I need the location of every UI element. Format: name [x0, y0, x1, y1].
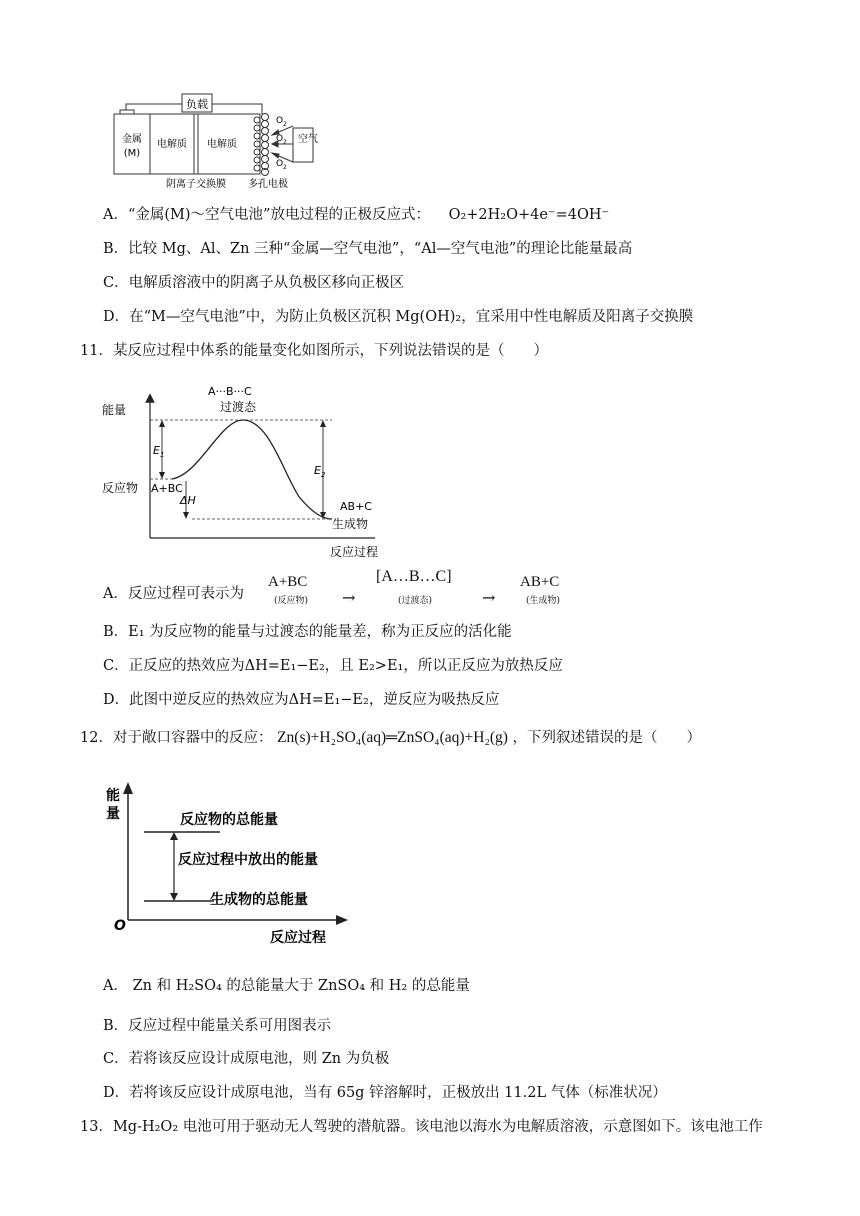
q12-stem-suffix: ，下列叙述错误的是（ ）	[512, 730, 702, 746]
delta-h-label: ΔH	[180, 494, 196, 507]
q10-option-a	[103, 203, 609, 224]
y-axis-label: 能量	[102, 403, 127, 417]
battery-diagram	[108, 80, 328, 192]
q11-eq-arrow-2: →	[482, 588, 496, 607]
e2-label	[314, 464, 326, 479]
o2-label-3: O	[276, 159, 284, 169]
o2-label-2: O	[276, 134, 284, 144]
q11-option-b: B．E₁ 为反应物的能量与过渡态的能量差，称为正反应的活化能	[103, 624, 512, 640]
q12-stem-prefix: 12．对于敞口容器中的反应：	[80, 730, 273, 746]
reactant-label: 反应物	[102, 481, 139, 495]
product-formula: AB+C	[340, 500, 372, 513]
q10-option-d: D．在“M—空气电池”中，为防止负极区沉积 Mg(OH)₂，宜采用中性电解质及阳离子交换膜	[103, 309, 694, 325]
q11-eq-reactant	[268, 574, 338, 608]
q11-eq-product-formula: AB+C	[520, 574, 560, 590]
q10-option-b: B．比较 Mg、Al、Zn 三种“金属—空气电池”，“Al—空气电池”的理论比能量最高	[103, 241, 633, 257]
q11-eq-product-label: (生成物)	[526, 596, 561, 606]
e1-letter: E	[153, 444, 160, 457]
air-label-text: 空气	[298, 134, 318, 145]
o2-sub-1: 2	[283, 121, 287, 128]
e1-label	[153, 444, 164, 459]
metal-label: 金属	[122, 134, 142, 145]
x-axis-label: 反应过程	[330, 545, 379, 559]
reactant-total-energy-label: 反应物的总能量	[180, 812, 278, 828]
air-label	[298, 132, 318, 145]
electrode-label: 多孔电极	[248, 179, 288, 190]
q11-option-d: D．此图中逆反应的热效应为ΔH=E₁−E₂，逆反应为吸热反应	[103, 692, 500, 708]
q10-option-a-text: A．“金属(M)～空气电池”放电过程的正极反应式：	[103, 207, 430, 223]
q11-eq-arrow-1: →	[342, 588, 356, 607]
q12-option-b: B．反应过程中能量关系可用图表示	[103, 1018, 332, 1034]
x-axis-label: 反应过程	[270, 930, 326, 946]
transition-state-label: 过渡态	[220, 400, 257, 414]
membrane-label: 阴离子交换膜	[166, 179, 226, 190]
metal-sub-label: (M)	[123, 148, 141, 159]
q12-option-a: A． Zn 和 H₂SO₄ 的总能量大于 ZnSO₄ 和 H₂ 的总能量	[103, 978, 470, 994]
q11-option-a-text: A．反应过程可表示为	[103, 586, 244, 602]
y-axis-label-1: 能	[106, 788, 120, 804]
q13-stem: 13．Mg-H₂O₂ 电池可用于驱动无人驾驶的潜航器。该电池以海水为电解质溶液，示意图如下。该电池工作	[80, 1119, 763, 1135]
q12-stem-equation: Zn(s)+H₂SO₄(aq)═ZnSO₄(aq)+H₂(g)	[277, 729, 508, 746]
q11-eq-reactant-label: (反应物)	[274, 596, 309, 606]
total-energy-diagram	[104, 776, 384, 950]
product-label: 生成物	[332, 517, 369, 531]
electrolyte-label-2: 电解质	[207, 139, 237, 150]
load-label: 负载	[186, 98, 208, 111]
y-axis-label-2: 量	[106, 806, 120, 822]
q10-option-a-eq: O₂+2H₂O+4e⁻=4OH⁻	[448, 207, 610, 223]
o2-sub-3: 2	[283, 164, 287, 171]
product-total-energy-label: 生成物的总能量	[210, 892, 308, 908]
electrolyte-label-1: 电解质	[157, 139, 187, 150]
q11-eq-ts	[376, 568, 466, 606]
q11-eq-reactant-formula: A+BC	[268, 574, 308, 590]
released-energy-label: 反应过程中放出的能量	[178, 852, 318, 868]
q11-option-c: C．正反应的热效应为ΔH=E₁−E₂，且 E₂>E₁，所以正反应为放热反应	[103, 658, 563, 674]
q11-eq-product	[520, 574, 590, 608]
o2-label-1: O	[276, 116, 284, 126]
q12-option-d: D．若将该反应设计成原电池，当有 65g 锌溶解时，正极放出 11.2L 气体（标准状况）	[103, 1085, 667, 1101]
origin-label: O	[114, 918, 126, 934]
reactant-formula: A+BC	[151, 482, 183, 495]
energy-profile-diagram	[100, 378, 400, 564]
q11-eq-ts-formula: [A…B…C]	[376, 568, 452, 585]
q12-stem	[80, 726, 701, 747]
q11-eq-ts-label: (过渡态)	[398, 596, 433, 606]
e1-sub: 1	[159, 451, 165, 459]
q10-option-c: C．电解质溶液中的阴离子从负极区移向正极区	[103, 275, 405, 291]
q12-option-c: C．若将该反应设计成原电池，则 Zn 为负极	[103, 1051, 390, 1067]
q11-stem: 11．某反应过程中体系的能量变化如图所示，下列说法错误的是（ ）	[80, 343, 548, 359]
e2-letter: E	[314, 464, 321, 477]
e2-sub: 2	[320, 471, 326, 479]
transition-state-formula: A···B···C	[208, 385, 252, 398]
o2-sub-2: 2	[283, 139, 287, 146]
